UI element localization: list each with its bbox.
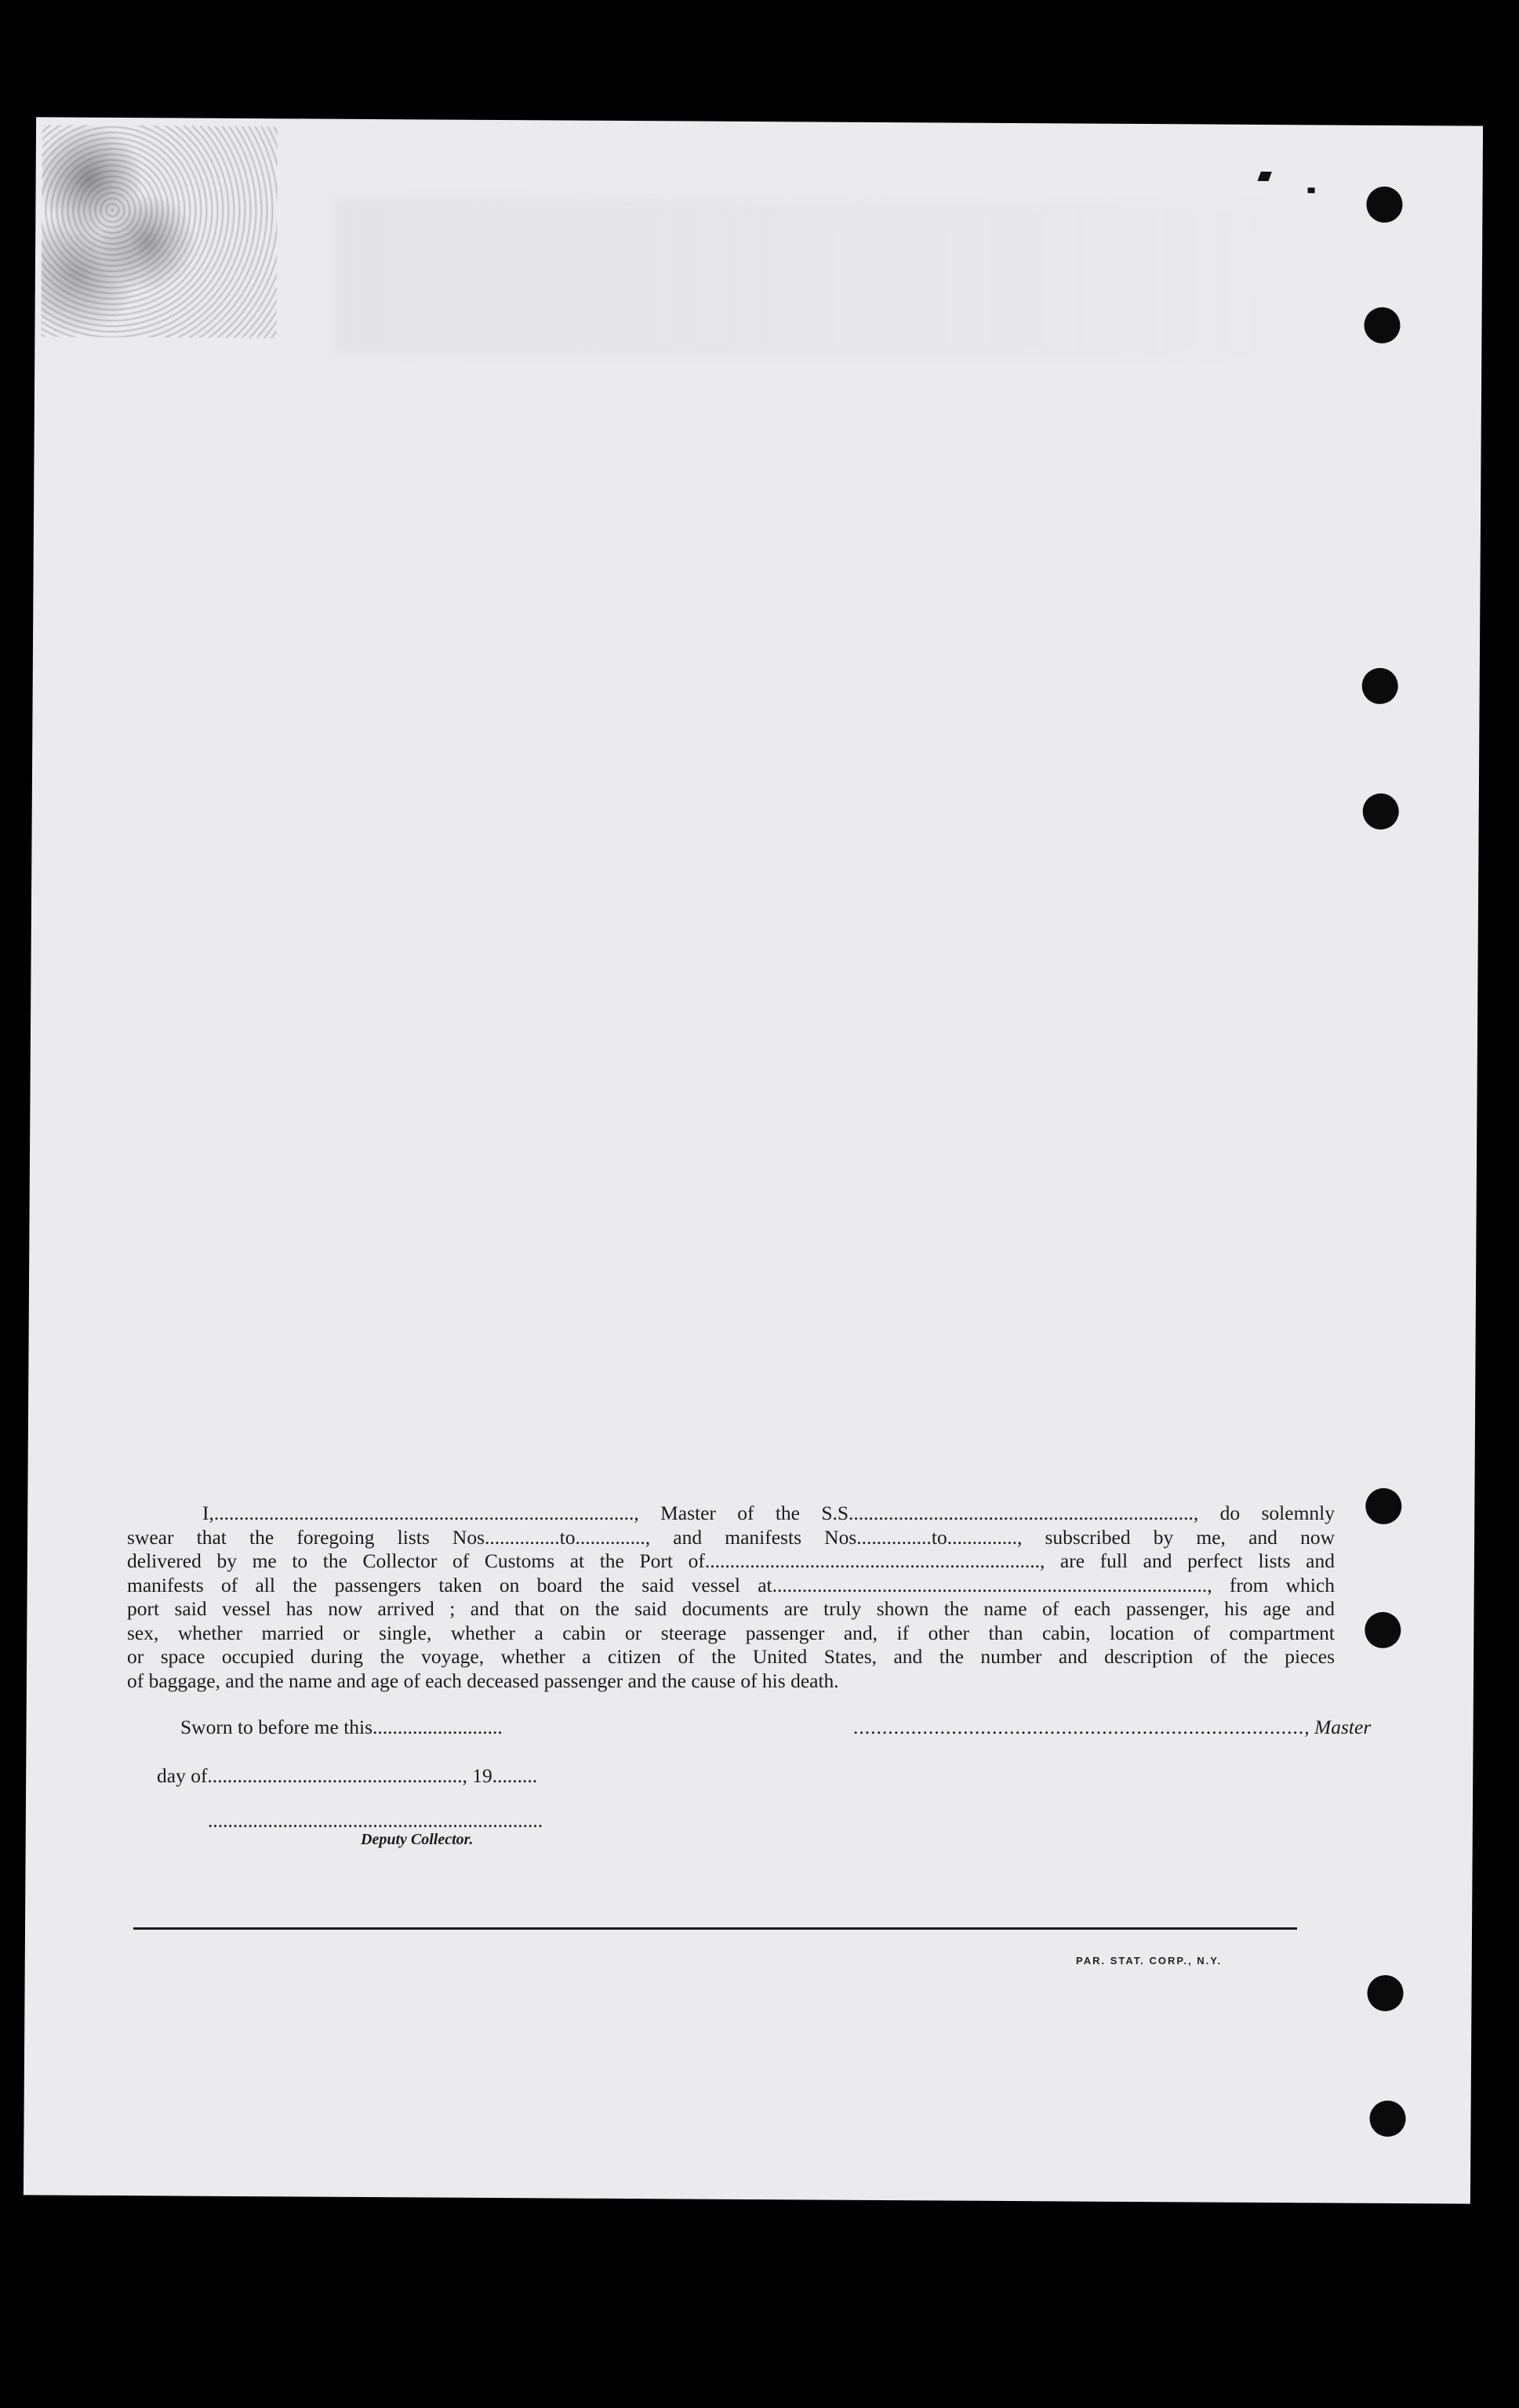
punch-hole [1363,794,1399,830]
master-signature-line: .............................................................................. [853,1716,1305,1738]
ink-smudge [41,125,278,338]
oath-line: I,...................................................................................., Master of the S.S....................................................................., do solemnly [202,1502,1335,1524]
deputy-collector-label: Deputy Collector. [361,1831,474,1848]
punch-hole [1366,187,1402,223]
manifest-back-page [24,117,1483,2203]
master-label: , Master [1304,1716,1372,1738]
oath-paragraph [127,1502,1335,1693]
punch-hole [1365,1488,1401,1524]
ink-mark [1257,172,1271,181]
oath-line: port said vessel has now arrived ; and that on the said documents are truly shown the name of each passenger, his age and [127,1597,1335,1620]
oath-line: swear that the foregoing lists Nos...............to.............., and manifests Nos...............to.............., subscribed by me, and now [127,1525,1335,1549]
sworn-line: Sworn to before me this.......................... [180,1716,503,1738]
master-signature [853,1716,1371,1739]
oath-line: sex, whether married or single, whether a cabin or steerage passenger and, if other than cabin, location of compartment [127,1621,1335,1644]
punch-hole [1362,668,1398,704]
ink-mark [1308,187,1315,193]
oath-line: manifests of all the passengers taken on board the said vessel at......................................................................................., from which [127,1573,1335,1596]
oath-line: of baggage, and the name and age of each deceased passenger and the cause of his death. [127,1669,839,1692]
oath-line: delivered by me to the Collector of Customs at the Port of..................................................................., are full and perfect lists and [127,1549,1335,1572]
punch-hole [1369,2101,1405,2137]
deputy-signature-line: ................................................................... [208,1809,543,1832]
punch-hole [1367,1975,1403,2011]
bleed-through-text [333,198,1274,360]
oath-line: or space occupied during the voyage, whether a citizen of the United States, and the number and description of the pieces [127,1645,1335,1668]
day-line: day of..................................................., 19......... [157,1764,538,1787]
punch-hole [1364,307,1400,343]
punch-hole [1365,1612,1401,1648]
printer-imprint: PAR. STAT. CORP., N.Y. [1076,1955,1223,1967]
footer-rule [133,1927,1297,1930]
